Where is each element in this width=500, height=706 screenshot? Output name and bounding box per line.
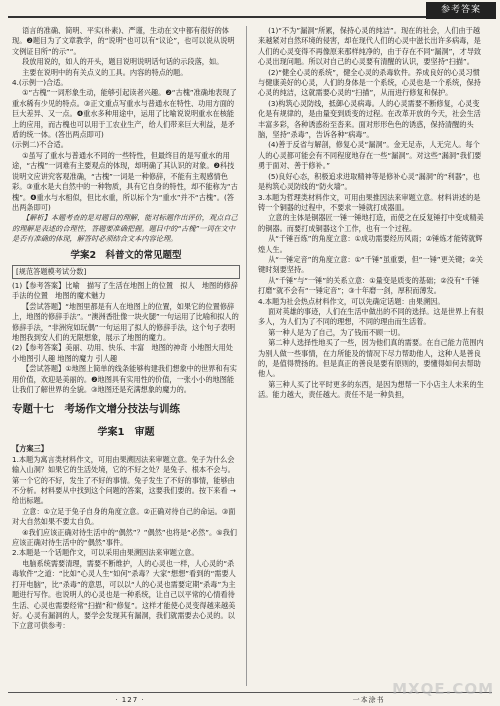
footer-text: · 127 · 一本涂书	[115, 696, 385, 704]
plan-label: 【方案三】	[12, 444, 48, 454]
answer-4-note: 【解析】本题考查的是对题目的理解，能对标题作出评价，观点自己的理解是表述的合理性，答题要准确把握。题目中的“古槐”一词在文中是否有准确的体现，解答时必须结合文本内容论理。	[12, 213, 238, 244]
paragraph: 从“千锤百炼”的角度立意：①成功需要经历风雨；②锤炼才能铸就辉煌人生。	[258, 234, 483, 254]
left-column	[12, 26, 240, 632]
header-rule	[8, 16, 450, 18]
paragraph: (3)构筑心灵防线，抵御心灵病毒。人的心灵需要不断修复，心灵变化是有规律的，是由量变到质变的过程。在改革开放的今天，社会生活丰富多彩，各种诱惑纷至沓来。面对形形色色的诱惑，保持清醒的头脑，坚持“杀毒”，告诉各种“病毒”。	[258, 98, 481, 140]
reply-2-detail: 电脑系统需要清理，需要不断维护，人的心灵也一样，人心灵的“杀毒软件”之道：“比如”心灵人生“如何”杀毒？大家“想想”看到的“需要人打开电脑”，比“杀毒”的意思，可以以“人的心灵也需要定期“杀毒”为主题进行写作。也说明人的心灵也是一种系统，让自己以平常的心情看待生活、心灵也需要经常“扫描”和“修复”。这样才能使心灵变得越来越美好。心灵有漏洞的人，要学会发现其有漏洞，我们就需要去心灵的。以下立意可供参考：	[12, 558, 236, 631]
paragraph: (1)“不为”漏洞“所累，保持心灵的纯洁”。现在的社会，人们由于越来越紧对自然环境的侵害，却在现代人们的心灵中滋长出许多病毒，是人们的心灵变得不再像原来那样纯净的，由于存在不同“漏洞”，才导致心灵出现问题。所以对自己的心灵要有清醒的认识，要坚持“扫描”。	[258, 26, 482, 67]
answer-4-example: (示例二)不合适。	[12, 140, 68, 150]
reply-2: 2.本题是一个话题作文，可以采用由果溯因法来审题立意。	[12, 548, 199, 558]
reply-1-detail: ④我们应该正确对待生活中的“偶然”？”偶然”也将是“必然”。⑤我们应该正确对待生活中的“偶然”事件。	[12, 527, 237, 548]
paragraph: 第一种人是为了自己，为了钱而不顾一切。	[268, 327, 405, 337]
paragraph: 面对英雄的事迹，人们在生活中做出的不同的选择。这是世界上有很多人，为人们为了不同的理想，不同的理由而生活着。	[258, 306, 484, 327]
question-4: 4.(示例一)合适。	[12, 78, 68, 88]
paragraph: (5)良好心态，积极追求进取精神等是修补心灵“漏洞”的“利器”，也是构筑心灵防线的“防火墙”。	[258, 171, 481, 192]
paragraph: (4)善于反省与解剖，修复心灵“漏洞”。金无足赤，人无完人。每个人的心灵都可能会有不同程度地存在一些“漏洞”。对这些“漏洞”我们要勇于面对、善于修补。”	[258, 140, 482, 171]
paragraph: 第二种人选择性地买了一些，因为他们真的需要。在自己能力范围内为别人做一些事情，在力所能及的情况下尽力帮助他人，这种人是善良的，是值得赞扬的。但是真正的善良是要有原则的，要懂得如何去帮助他人。	[258, 338, 484, 379]
paragraph: (2)“健全心灵的系统”，健全心灵的杀毒软件。养成良好的心灵习惯与健康美好的心灵，人们的身体是一个系统，心灵也是一个系统，保持心灵的纯洁，这就需要心灵的“扫描”，从而进行修复和保护。	[258, 67, 481, 98]
reply-4: 4.本题为社会热点材料作文，可以先确定话题：由果溯因。	[258, 296, 445, 306]
answer-4-2: ①虽写了重水与普通水不同的一些特性，但最终目的是写重水的用途，“古槐”一词难有主要观点的体现，却明确了其认识的对象。❷科技说明文应讲究客观准确，“古槐”一词是一种修辞，不能有主观感情色彩。③重水是大自然中的一种物质，具有它自身的特性，却不能称为“古槐”。❹重水与水相似，但比水重，所以标个为“重水”并不“古槐”。(答出两条即可)	[12, 150, 238, 212]
page-header	[0, 0, 500, 22]
paragraph: 主要在说明中的有关点义的工具。内容的特点的题。	[22, 67, 188, 77]
question-1-detail: 【尝试答题】“地图里都是有人在地图上的位置，如果它的位置修辞上，地图的修辞手法”。“澳洲香肚像一块火腿”一句运用了比喻和拟人的修辞手法，“非洲宛如玩偶”一句运用了拟人的修辞手法，这个句子表明地图我到安人们的无限想象，展示了地图的魔力。	[12, 301, 239, 342]
answer-4-1: ①“古槐”一词形象生动，能够引起读者兴趣。❷“古槐”准确地表现了重水稀有少见的特点。③正文重点写重水与普通水在特性、功用方面的巨大差异、又一点。❹重水多种用途中，运用了比喻说说明重水在核能上的应用，而古槐也可以用于工农业生产，给人们带来巨大利益，是矛盾的统一体。(答出两点即可)	[12, 88, 237, 140]
paragraph: 从“一锤定音”的角度立意：①“千锤”虽重要，但“一锤”更关键；②关键时刻要坚持。	[258, 254, 483, 275]
section-heading-xue2: 学案2 科普文的常见题型	[70, 249, 182, 261]
reply-3: 3.本题为哲理类材料作文，可用由果推因法来审题立意。材料讲述的是铸一个铜器的过程中，不要求一锤就打成器皿。	[258, 192, 481, 212]
column-divider	[246, 26, 247, 686]
special-topic-title: 专题十七 考场作文增分技法与训练	[12, 403, 180, 416]
framed-label-text: [规范答题模考试分数]	[16, 266, 87, 276]
right-column	[258, 26, 486, 401]
paragraph: 立意的主体是铜器匠一锤一锤地打造，而使之在反复锤打中变成精美的铜器。而要打成铜器这个工作，也有一个过程。	[258, 213, 484, 233]
paragraph: 语言的准确、简明、平实(朴素)、严谨，生动在文中都有很好的体现。❷题目为了文章教学，的“说明”也可以有“议论”，也可以说从说明文例证目所“的示”“。	[12, 26, 235, 56]
watermark-logo: MXQE.COM	[392, 680, 494, 698]
reply-1: 1.本题为寓言类材料作文，可用由果溯因法来审题立意。免子为什么会输入山洞？如果它的生活处境，它的不好之处？是兔子、根本不会与。第一个它的不好，发生了不好的事情。兔子发生了不好的事情，能够由不分析。材料要从中找到这个问题的答案，这要我们要的。按下来看 → 给出标题。	[12, 454, 236, 506]
answer-badge: 参考答案	[426, 2, 496, 19]
paragraph: 第三种人买了比平时更多的东西，是因为想帮一下小店主人未来的生活。能力越大，责任越大。责任不是一种负担，	[258, 379, 484, 400]
reply-1-detail: 立意：①立足于兔子自身的角度立意。②正确对待自己的命运。③面对大自然如果不要太自负。	[12, 506, 236, 527]
framed-label	[12, 265, 240, 279]
paragraph: 段放用说的，如人的开头，题目说明说明话句话的示段落，如。	[22, 57, 224, 67]
paragraph: 从“千锤”与“一锤”的关系立意：①量变是质变的基础；②没有“千锤打磨”就不会有“一锤定音”；③十年磨一剑，厚积而薄发。	[258, 275, 480, 296]
question-1: (1)【参考答案】比喻 描写了生活在地图上的位置 拟人 地图的修辞手法的位置 地图的魔术魅力	[12, 280, 238, 301]
question-2: (2)【参考答案】美丽、功用、快乐、丰富 地图的神奇 小地图大用处 小地图引人趣 地图的魔力 引人趣	[12, 343, 233, 363]
question-2-detail: 【尝试答题】①地图上简单的线条能够构建我们想象中的世界和有实用价值，欢迎是美丽的。❷地图具有实用性的价值，一张小小的地图能让我们了解世界的全貌。③地图还是充满想象的魔力的。	[12, 364, 237, 394]
section-heading-xue1: 学案1 审题	[97, 427, 155, 439]
